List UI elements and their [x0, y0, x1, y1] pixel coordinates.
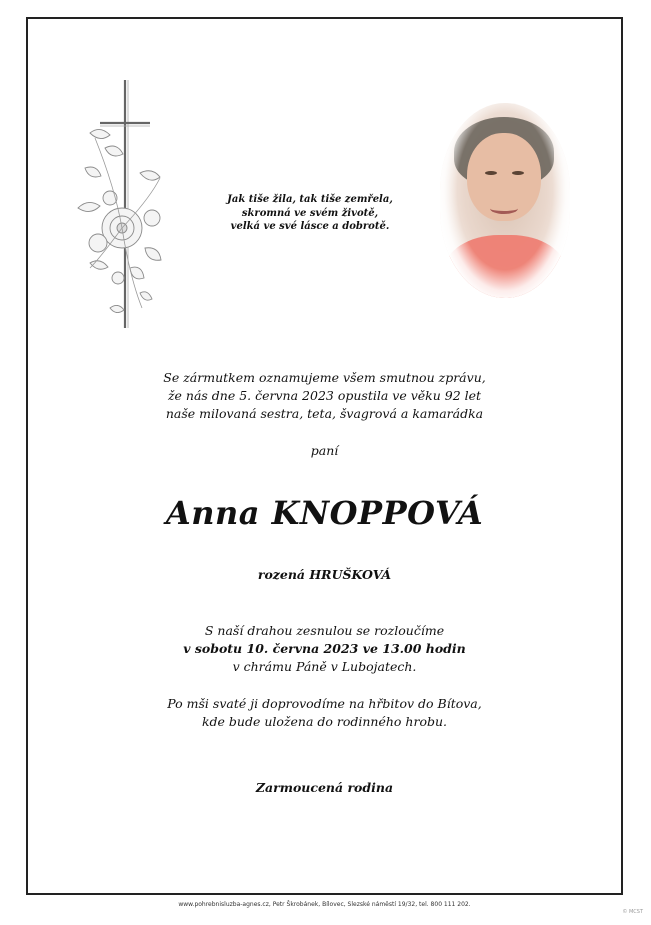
announcement-text — [26, 369, 623, 423]
family-signature: Zarmoucená rodina — [255, 780, 394, 795]
memorial-quote — [210, 193, 410, 234]
quote-line: velká ve své lásce a dobrotě. — [230, 221, 390, 232]
corner-mark: © MCST — [622, 909, 643, 915]
maiden-name: rozená HRUŠKOVÁ — [257, 567, 392, 582]
farewell-line: S naší drahou zesnulou se rozloučíme — [204, 623, 445, 638]
farewell-date: v sobotu 10. června 2023 ve 13.00 hodin — [183, 641, 466, 656]
announcement-line: že nás dne 5. června 2023 opustila ve věku 92 let — [167, 388, 482, 403]
quote-line: Jak tiše žila, tak tiše zemřela, — [227, 194, 393, 205]
cross-with-flowers-icon — [70, 78, 180, 333]
farewell-text — [26, 622, 623, 676]
funeral-service-footer: www.pohrebnisluzba-agnes.cz, Petr Škrobánek, Bílovec, Slezské náměstí 19/32, tel. 800 111 202. — [178, 901, 471, 908]
deceased-name: Anna KNOPPOVÁ — [165, 494, 484, 532]
salutation: paní — [310, 443, 339, 458]
announcement-line: naše milovaná sestra, teta, švagrová a kamarádka — [165, 406, 484, 421]
portrait-photo — [440, 103, 570, 298]
announcement-line: Se zármutkem oznamujeme všem smutnou zprávu, — [163, 370, 486, 385]
cemetery-line: Po mši svaté ji doprovodíme na hřbitov do Bítova, — [167, 696, 482, 711]
cemetery-text — [26, 695, 623, 731]
farewell-place: v chrámu Páně v Lubojatech. — [232, 659, 417, 674]
quote-line: skromná ve svém životě, — [241, 207, 379, 219]
cemetery-line: kde bude uložena do rodinného hrobu. — [201, 714, 448, 729]
